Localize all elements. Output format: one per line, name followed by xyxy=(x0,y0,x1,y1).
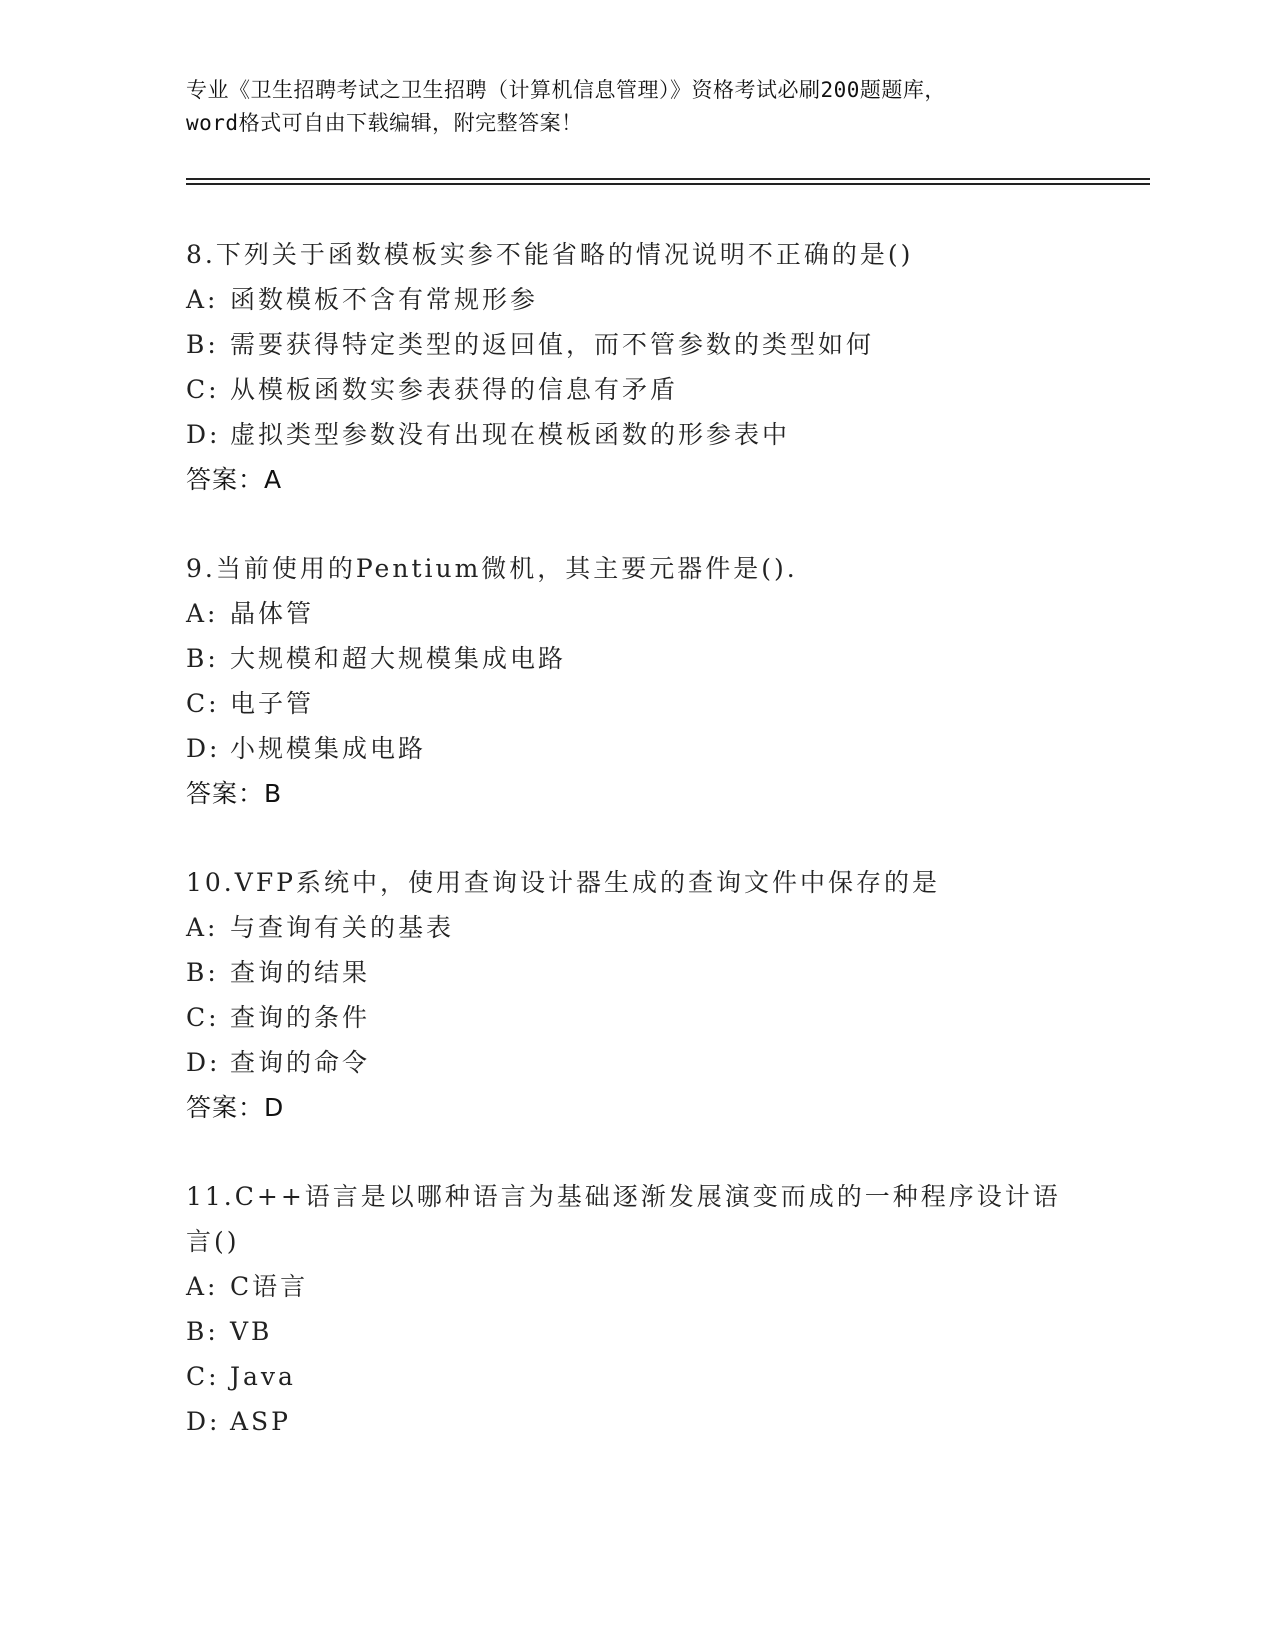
option-text: 与查询有关的基表 xyxy=(230,913,455,942)
option-letter: C: xyxy=(186,375,220,404)
option-text: 电子管 xyxy=(230,689,315,718)
option-letter: D: xyxy=(186,734,221,763)
option-d xyxy=(186,412,1086,457)
question-text: 8.下列关于函数模板实参不能省略的情况说明不正确的是() xyxy=(186,240,914,269)
question-10 xyxy=(186,860,1086,1130)
option-letter: A: xyxy=(186,285,219,314)
option-a xyxy=(186,1264,1086,1309)
option-text: C语言 xyxy=(230,1272,309,1301)
document-header xyxy=(186,74,1086,140)
option-c xyxy=(186,995,1086,1040)
option-text: 虚拟类型参数没有出现在模板函数的形参表中 xyxy=(230,420,791,449)
question-11 xyxy=(186,1174,1086,1444)
header-line-2: word格式可自由下载编辑，附完整答案！ xyxy=(186,111,583,135)
option-b xyxy=(186,950,1086,995)
option-text: Java xyxy=(230,1362,296,1391)
option-a xyxy=(186,591,1086,636)
answer-label: 答案：A xyxy=(186,465,283,494)
question-9 xyxy=(186,546,1086,816)
option-letter: A: xyxy=(186,913,219,942)
option-letter: A: xyxy=(186,599,219,628)
option-a xyxy=(186,277,1086,322)
option-c xyxy=(186,1354,1086,1399)
option-text: 从模板函数实参表获得的信息有矛盾 xyxy=(230,375,679,404)
option-text: 晶体管 xyxy=(230,599,315,628)
option-letter: A: xyxy=(186,1272,219,1301)
question-text: 10.VFP系统中，使用查询设计器生成的查询文件中保存的是 xyxy=(186,868,940,897)
option-letter: C: xyxy=(186,689,220,718)
option-c xyxy=(186,367,1086,412)
option-c xyxy=(186,681,1086,726)
option-d xyxy=(186,726,1086,771)
option-b xyxy=(186,322,1086,367)
option-d xyxy=(186,1040,1086,1085)
question-text: 9.当前使用的Pentium微机，其主要元器件是(). xyxy=(186,554,798,583)
option-text: 小规模集成电路 xyxy=(230,734,427,763)
option-text: ASP xyxy=(230,1407,292,1436)
option-letter: C: xyxy=(186,1362,220,1391)
option-letter: D: xyxy=(186,420,221,449)
option-letter: C: xyxy=(186,1003,220,1032)
option-a xyxy=(186,905,1086,950)
header-divider-top xyxy=(186,178,1150,180)
question-8 xyxy=(186,232,1086,502)
header-divider-bottom xyxy=(186,183,1150,185)
option-text: 查询的结果 xyxy=(230,958,371,987)
option-letter: B: xyxy=(186,958,219,987)
option-letter: D: xyxy=(186,1407,221,1436)
answer-label: 答案：B xyxy=(186,779,283,808)
option-d xyxy=(186,1399,1086,1444)
option-letter: B: xyxy=(186,1317,219,1346)
header-line-1: 专业《卫生招聘考试之卫生招聘（计算机信息管理）》资格考试必刷200题题库， xyxy=(186,78,946,102)
option-b xyxy=(186,1309,1086,1354)
option-letter: B: xyxy=(186,644,219,673)
option-text: 函数模板不含有常规形参 xyxy=(230,285,539,314)
answer-label: 答案：D xyxy=(186,1093,285,1122)
option-text: 查询的条件 xyxy=(230,1003,371,1032)
option-letter: D: xyxy=(186,1048,221,1077)
question-text: 11.C++语言是以哪种语言为基础逐渐发展演变而成的一种程序设计语言() xyxy=(186,1182,1061,1256)
option-b xyxy=(186,636,1086,681)
question-list xyxy=(186,232,1086,1488)
option-text: 需要获得特定类型的返回值，而不管参数的类型如何 xyxy=(230,330,875,359)
option-text: 大规模和超大规模集成电路 xyxy=(230,644,567,673)
option-letter: B: xyxy=(186,330,219,359)
option-text: 查询的命令 xyxy=(230,1048,371,1077)
option-text: VB xyxy=(230,1317,273,1346)
